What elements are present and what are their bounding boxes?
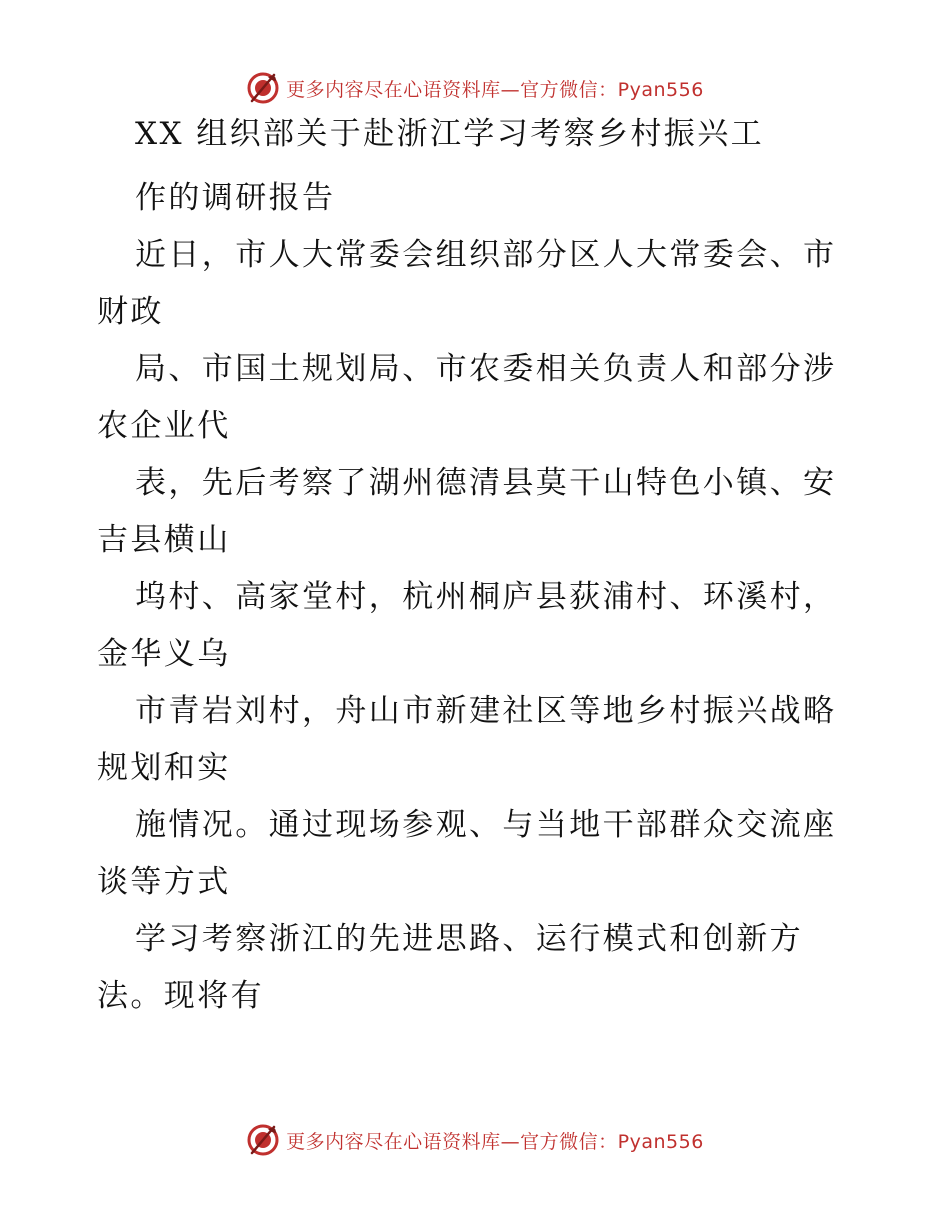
- header-banner-text: [286, 75, 704, 102]
- paragraph-line: 谈等方式: [97, 864, 231, 900]
- paragraph-line: 农企业代: [97, 408, 231, 444]
- footer-banner-text: [286, 1127, 704, 1154]
- footer-banner: [0, 1118, 950, 1162]
- footer-banner-label: 更多内容尽在心语资料库—官方微信：: [286, 1130, 618, 1153]
- paragraph-line: 表，先后考察了湖州德清县莫干山特色小镇、安: [135, 465, 837, 501]
- paragraph-line: 学习考察浙江的先进思路、运行模式和创新方: [135, 921, 803, 957]
- paragraph-line: 法。现将有: [97, 978, 264, 1014]
- paragraph-line: 财政: [97, 294, 164, 330]
- paragraph-line: 金华义乌: [97, 636, 231, 672]
- document-title-line-2: 作的调研报告: [135, 180, 336, 216]
- paragraph-line: 市青岩刘村，舟山市新建社区等地乡村振兴战略: [135, 693, 837, 729]
- paragraph-line: 坞村、高家堂村，杭州桐庐县荻浦村、环溪村，: [135, 579, 837, 615]
- paragraph-line: 吉县横山: [97, 522, 231, 558]
- header-banner-label: 更多内容尽在心语资料库—官方微信：: [286, 78, 618, 101]
- quill-seal-icon: [246, 1123, 280, 1157]
- paragraph-line: 施情况。通过现场参观、与当地干部群众交流座: [135, 807, 837, 843]
- footer-wechat-id: Pyan556: [617, 1130, 704, 1153]
- quill-seal-icon: [246, 71, 280, 105]
- header-wechat-id: Pyan556: [617, 78, 704, 101]
- document-title-line-1: XX 组织部关于赴浙江学习考察乡村振兴工: [135, 116, 764, 152]
- paragraph-line: 近日，市人大常委会组织部分区人大常委会、市: [135, 237, 837, 273]
- paragraph-line: 规划和实: [97, 750, 231, 786]
- paragraph-line: 局、市国土规划局、市农委相关负责人和部分涉: [135, 351, 837, 387]
- document-body: [97, 118, 857, 1012]
- header-banner: [0, 66, 950, 110]
